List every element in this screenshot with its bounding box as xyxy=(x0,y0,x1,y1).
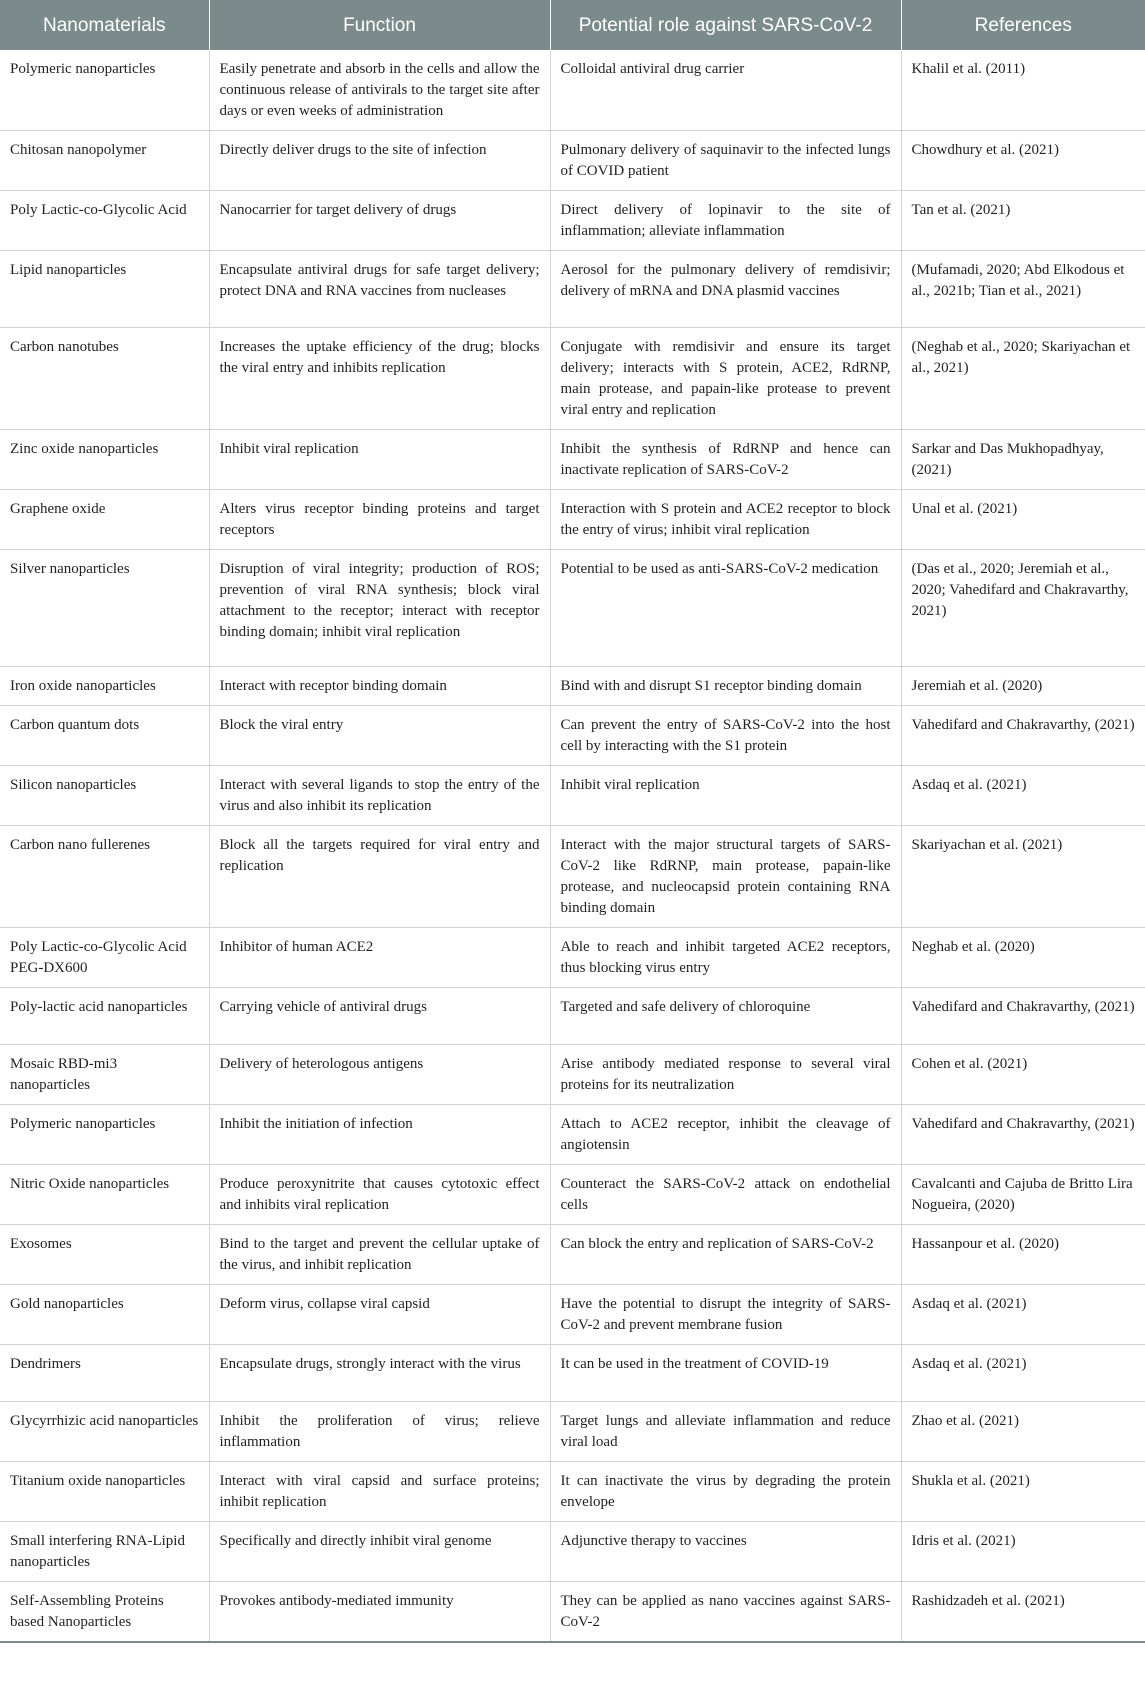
cell-nanomaterial: Graphene oxide xyxy=(0,490,209,550)
cell-potential-role: Inhibit the synthesis of RdRNP and hence can inactivate replication of SARS-CoV-2 xyxy=(550,430,901,490)
cell-function: Bind to the target and prevent the cellular uptake of the virus, and inhibit replication xyxy=(209,1225,550,1285)
cell-nanomaterial: Polymeric nanoparticles xyxy=(0,50,209,131)
cell-potential-role: Potential to be used as anti-SARS-CoV-2 medication xyxy=(550,550,901,667)
cell-potential-role: Inhibit viral replication xyxy=(550,766,901,826)
table-row xyxy=(0,1165,1145,1225)
table-body xyxy=(0,50,1145,1642)
table-row xyxy=(0,1045,1145,1105)
cell-nanomaterial: Iron oxide nanoparticles xyxy=(0,667,209,706)
table-row xyxy=(0,928,1145,988)
cell-nanomaterial: Self-Assembling Proteins based Nanoparticles xyxy=(0,1582,209,1643)
header-function: Function xyxy=(209,0,550,50)
table-row xyxy=(0,50,1145,131)
cell-reference: Asdaq et al. (2021) xyxy=(901,1345,1145,1402)
cell-function: Delivery of heterologous antigens xyxy=(209,1045,550,1105)
cell-function: Produce peroxynitrite that causes cytotoxic effect and inhibits viral replication xyxy=(209,1165,550,1225)
table-row xyxy=(0,131,1145,191)
cell-function: Disruption of viral integrity; production of ROS; prevention of viral RNA synthesis; block viral attachment to the receptor; interact with receptor binding domain; inhibit viral replication xyxy=(209,550,550,667)
cell-nanomaterial: Polymeric nanoparticles xyxy=(0,1105,209,1165)
cell-nanomaterial: Carbon nano fullerenes xyxy=(0,826,209,928)
cell-reference: (Das et al., 2020; Jeremiah et al., 2020; Vahedifard and Chakravarthy, 2021) xyxy=(901,550,1145,667)
cell-potential-role: They can be applied as nano vaccines against SARS-CoV-2 xyxy=(550,1582,901,1643)
header-references: References xyxy=(901,0,1145,50)
cell-reference: Neghab et al. (2020) xyxy=(901,928,1145,988)
cell-function: Interact with several ligands to stop the entry of the virus and also inhibit its replication xyxy=(209,766,550,826)
cell-reference: Shukla et al. (2021) xyxy=(901,1462,1145,1522)
cell-function: Easily penetrate and absorb in the cells and allow the continuous release of antivirals to the target site after days or even weeks of administration xyxy=(209,50,550,131)
cell-potential-role: Pulmonary delivery of saquinavir to the infected lungs of COVID patient xyxy=(550,131,901,191)
cell-nanomaterial: Silver nanoparticles xyxy=(0,550,209,667)
cell-reference: Jeremiah et al. (2020) xyxy=(901,667,1145,706)
cell-potential-role: Able to reach and inhibit targeted ACE2 receptors, thus blocking virus entry xyxy=(550,928,901,988)
cell-nanomaterial: Carbon quantum dots xyxy=(0,706,209,766)
table-row xyxy=(0,1105,1145,1165)
cell-nanomaterial: Carbon nanotubes xyxy=(0,328,209,430)
cell-reference: (Neghab et al., 2020; Skariyachan et al., 2021) xyxy=(901,328,1145,430)
cell-nanomaterial: Silicon nanoparticles xyxy=(0,766,209,826)
cell-potential-role: Have the potential to disrupt the integrity of SARS-CoV-2 and prevent membrane fusion xyxy=(550,1285,901,1345)
cell-reference: Vahedifard and Chakravarthy, (2021) xyxy=(901,1105,1145,1165)
cell-nanomaterial: Small interfering RNA-Lipid nanoparticles xyxy=(0,1522,209,1582)
cell-reference: Cohen et al. (2021) xyxy=(901,1045,1145,1105)
cell-potential-role: Direct delivery of lopinavir to the site of inflammation; alleviate inflammation xyxy=(550,191,901,251)
header-row xyxy=(0,0,1145,50)
cell-potential-role: Colloidal antiviral drug carrier xyxy=(550,50,901,131)
cell-potential-role: Can block the entry and replication of SARS-CoV-2 xyxy=(550,1225,901,1285)
cell-nanomaterial: Exosomes xyxy=(0,1225,209,1285)
cell-function: Block all the targets required for viral entry and replication xyxy=(209,826,550,928)
table-row xyxy=(0,1345,1145,1402)
table-row xyxy=(0,988,1145,1045)
cell-function: Block the viral entry xyxy=(209,706,550,766)
header-potential-role: Potential role against SARS-CoV-2 xyxy=(550,0,901,50)
cell-function: Alters virus receptor binding proteins and target receptors xyxy=(209,490,550,550)
cell-potential-role: Arise antibody mediated response to several viral proteins for its neutralization xyxy=(550,1045,901,1105)
cell-function: Inhibitor of human ACE2 xyxy=(209,928,550,988)
table-row xyxy=(0,550,1145,667)
cell-potential-role: Can prevent the entry of SARS-CoV-2 into the host cell by interacting with the S1 protein xyxy=(550,706,901,766)
cell-reference: (Mufamadi, 2020; Abd Elkodous et al., 2021b; Tian et al., 2021) xyxy=(901,251,1145,328)
cell-reference: Khalil et al. (2011) xyxy=(901,50,1145,131)
cell-potential-role: Targeted and safe delivery of chloroquine xyxy=(550,988,901,1045)
cell-nanomaterial: Mosaic RBD-mi3 nanoparticles xyxy=(0,1045,209,1105)
cell-function: Inhibit viral replication xyxy=(209,430,550,490)
cell-reference: Cavalcanti and Cajuba de Britto Lira Nogueira, (2020) xyxy=(901,1165,1145,1225)
cell-reference: Vahedifard and Chakravarthy, (2021) xyxy=(901,988,1145,1045)
cell-nanomaterial: Titanium oxide nanoparticles xyxy=(0,1462,209,1522)
cell-reference: Skariyachan et al. (2021) xyxy=(901,826,1145,928)
cell-reference: Asdaq et al. (2021) xyxy=(901,766,1145,826)
cell-nanomaterial: Nitric Oxide nanoparticles xyxy=(0,1165,209,1225)
table-row xyxy=(0,490,1145,550)
cell-reference: Idris et al. (2021) xyxy=(901,1522,1145,1582)
cell-reference: Asdaq et al. (2021) xyxy=(901,1285,1145,1345)
cell-function: Deform virus, collapse viral capsid xyxy=(209,1285,550,1345)
cell-reference: Unal et al. (2021) xyxy=(901,490,1145,550)
table-row xyxy=(0,1402,1145,1462)
table-row xyxy=(0,766,1145,826)
cell-reference: Rashidzadeh et al. (2021) xyxy=(901,1582,1145,1643)
cell-reference: Sarkar and Das Mukhopadhyay, (2021) xyxy=(901,430,1145,490)
table-row xyxy=(0,1522,1145,1582)
cell-potential-role: Target lungs and alleviate inflammation and reduce viral load xyxy=(550,1402,901,1462)
cell-function: Directly deliver drugs to the site of infection xyxy=(209,131,550,191)
cell-potential-role: It can inactivate the virus by degrading the protein envelope xyxy=(550,1462,901,1522)
cell-function: Inhibit the proliferation of virus; relieve inflammation xyxy=(209,1402,550,1462)
cell-function: Encapsulate drugs, strongly interact with the virus xyxy=(209,1345,550,1402)
cell-potential-role: Interaction with S protein and ACE2 receptor to block the entry of virus; inhibit viral replication xyxy=(550,490,901,550)
table-row xyxy=(0,430,1145,490)
cell-function: Inhibit the initiation of infection xyxy=(209,1105,550,1165)
cell-nanomaterial: Chitosan nanopolymer xyxy=(0,131,209,191)
table-row xyxy=(0,667,1145,706)
table-row xyxy=(0,1462,1145,1522)
table-row xyxy=(0,191,1145,251)
cell-reference: Chowdhury et al. (2021) xyxy=(901,131,1145,191)
cell-reference: Tan et al. (2021) xyxy=(901,191,1145,251)
cell-reference: Zhao et al. (2021) xyxy=(901,1402,1145,1462)
header-nanomaterials: Nanomaterials xyxy=(0,0,209,50)
cell-potential-role: Counteract the SARS-CoV-2 attack on endothelial cells xyxy=(550,1165,901,1225)
cell-nanomaterial: Poly Lactic-co-Glycolic Acid PEG-DX600 xyxy=(0,928,209,988)
cell-potential-role: Attach to ACE2 receptor, inhibit the cleavage of angiotensin xyxy=(550,1105,901,1165)
table-row xyxy=(0,1285,1145,1345)
cell-function: Nanocarrier for target delivery of drugs xyxy=(209,191,550,251)
table-row xyxy=(0,1225,1145,1285)
table-row xyxy=(0,706,1145,766)
cell-potential-role: Adjunctive therapy to vaccines xyxy=(550,1522,901,1582)
cell-nanomaterial: Glycyrrhizic acid nanoparticles xyxy=(0,1402,209,1462)
cell-potential-role: Interact with the major structural targets of SARS-CoV-2 like RdRNP, main protease, papain-like protease, and nucleocapsid protein containing RNA binding domain xyxy=(550,826,901,928)
cell-reference: Vahedifard and Chakravarthy, (2021) xyxy=(901,706,1145,766)
cell-nanomaterial: Zinc oxide nanoparticles xyxy=(0,430,209,490)
cell-potential-role: Bind with and disrupt S1 receptor binding domain xyxy=(550,667,901,706)
cell-reference: Hassanpour et al. (2020) xyxy=(901,1225,1145,1285)
cell-function: Increases the uptake efficiency of the drug; blocks the viral entry and inhibits replication xyxy=(209,328,550,430)
cell-nanomaterial: Poly-lactic acid nanoparticles xyxy=(0,988,209,1045)
table-row xyxy=(0,328,1145,430)
cell-function: Interact with viral capsid and surface proteins; inhibit replication xyxy=(209,1462,550,1522)
cell-nanomaterial: Dendrimers xyxy=(0,1345,209,1402)
cell-potential-role: Aerosol for the pulmonary delivery of remdisivir; delivery of mRNA and DNA plasmid vaccines xyxy=(550,251,901,328)
cell-potential-role: Conjugate with remdisivir and ensure its target delivery; interacts with S protein, ACE2, RdRNP, main protease, and papain-like protease to prevent viral entry and replication xyxy=(550,328,901,430)
cell-function: Provokes antibody-mediated immunity xyxy=(209,1582,550,1643)
table-row xyxy=(0,826,1145,928)
cell-function: Carrying vehicle of antiviral drugs xyxy=(209,988,550,1045)
table-header xyxy=(0,0,1145,50)
cell-nanomaterial: Lipid nanoparticles xyxy=(0,251,209,328)
cell-function: Specifically and directly inhibit viral genome xyxy=(209,1522,550,1582)
table-row xyxy=(0,251,1145,328)
cell-nanomaterial: Poly Lactic-co-Glycolic Acid xyxy=(0,191,209,251)
cell-nanomaterial: Gold nanoparticles xyxy=(0,1285,209,1345)
cell-function: Encapsulate antiviral drugs for safe target delivery; protect DNA and RNA vaccines from nucleases xyxy=(209,251,550,328)
table-row xyxy=(0,1582,1145,1643)
cell-function: Interact with receptor binding domain xyxy=(209,667,550,706)
cell-potential-role: It can be used in the treatment of COVID-19 xyxy=(550,1345,901,1402)
